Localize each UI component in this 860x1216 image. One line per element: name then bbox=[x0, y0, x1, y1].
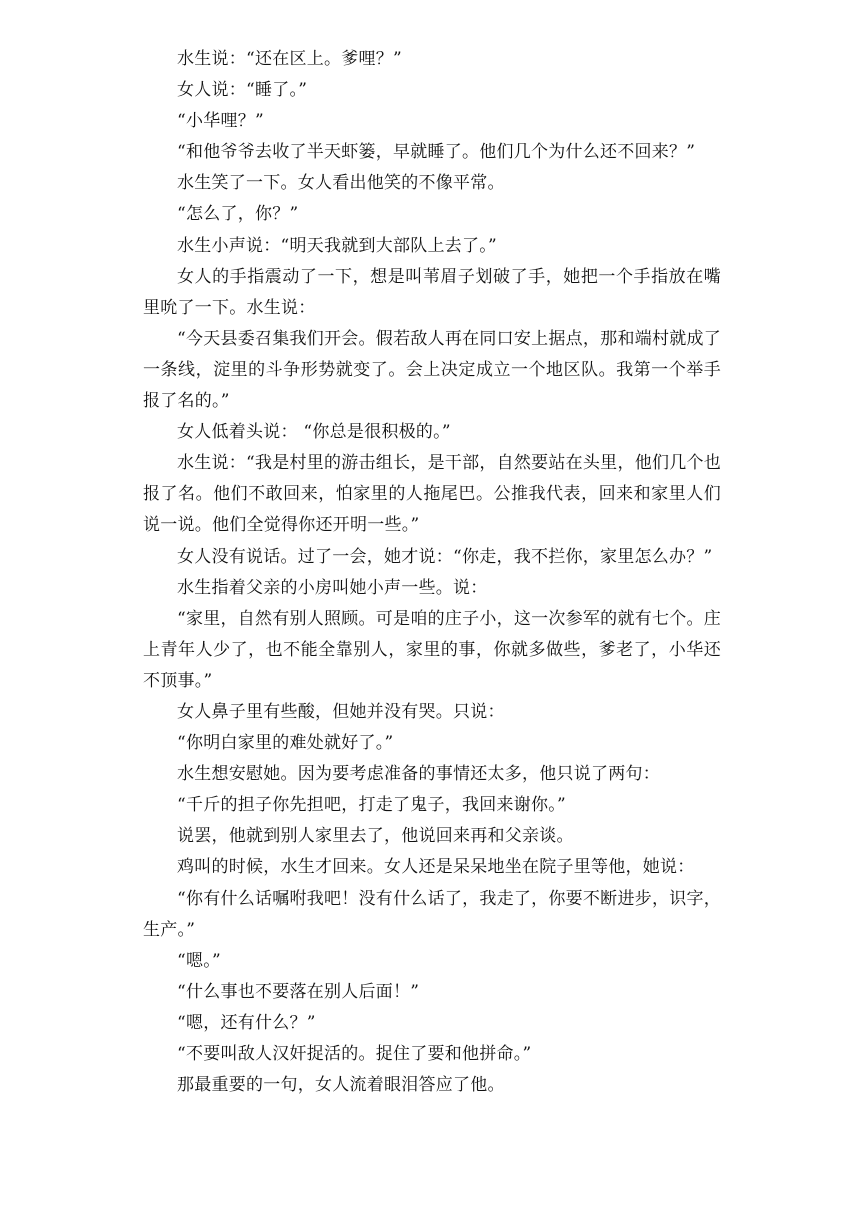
paragraph: 说罢，他就到别人家里去了，他说回来再和父亲谈。 bbox=[177, 826, 574, 847]
paragraph: “怎么了，你？” bbox=[177, 204, 299, 225]
paragraph: “千斤的担子你先担吧，打走了鬼子，我回来谢你。” bbox=[177, 795, 566, 816]
paragraph: 女人鼻子里有些酸，但她并没有哭。只说： bbox=[177, 701, 505, 722]
paragraph: 那最重要的一句，女人流着眼泪答应了他。 bbox=[177, 1075, 505, 1096]
story-text bbox=[143, 0, 721, 1101]
paragraph: 水生想安慰她。因为要考虑准备的事情还太多，他只说了两句： bbox=[177, 764, 660, 785]
paragraph: 水生笑了一下。女人看出他笑的不像平常。 bbox=[177, 173, 505, 194]
paragraph: 女人说：“睡了。” bbox=[177, 80, 308, 101]
paragraph: “和他爷爷去收了半天虾篓，早就睡了。他们几个为什么还不回来？” bbox=[177, 142, 696, 163]
paragraph: “什么事也不要落在别人后面！” bbox=[177, 981, 420, 1002]
paragraph: 鸡叫的时候，水生才回来。女人还是呆呆地坐在院子里等他，她说： bbox=[177, 857, 695, 878]
paragraph: “你有什么话嘱咐我吧！没有什么话了，我走了，你要不断进步，识字，生产。” bbox=[143, 888, 721, 940]
paragraph: 女人低着头说： “你总是很积极的。” bbox=[177, 422, 451, 443]
paragraph: 水生说：“我是村里的游击组长，是干部，自然要站在头里，他们几个也报了名。他们不敢回来，怕家里的人拖尾巴。公推我代表，回来和家里人们说一说。他们全觉得你还开明一些。” bbox=[143, 453, 721, 536]
paragraph: “今天县委召集我们开会。假若敌人再在同口安上据点，那和端村就成了一条线，淀里的斗争形势就变了。会上决定成立一个地区队。我第一个举手报了名的。” bbox=[143, 328, 721, 412]
paragraph: 女人的手指震动了一下，想是叫苇眉子划破了手，她把一个手指放在嘴里吮了一下。水生说： bbox=[143, 266, 721, 318]
paragraph: 女人没有说话。过了一会，她才说：“你走，我不拦你，家里怎么办？” bbox=[177, 546, 713, 567]
paragraph: “嗯，还有什么？” bbox=[177, 1012, 316, 1033]
paragraph: 水生指着父亲的小房叫她小声一些。说： bbox=[177, 577, 488, 598]
paragraph: “家里，自然有别人照顾。可是咱的庄子小，这一次参军的就有七个。庄上青年人少了，也不能全靠别人，家里的事，你就多做些，爹老了，小华还不顶事。” bbox=[143, 608, 721, 691]
paragraph: “不要叫敌人汉奸捉活的。捉住了要和他拼命。” bbox=[177, 1044, 532, 1064]
paragraph: 水生说：“还在区上。爹哩？” bbox=[177, 49, 402, 69]
paragraph: “小华哩？” bbox=[177, 111, 264, 132]
paragraph: “嗯。” bbox=[177, 950, 221, 971]
paragraph: 水生小声说：“明天我就到大部队上去了。” bbox=[177, 235, 497, 256]
paragraph: “你明白家里的难处就好了。” bbox=[177, 733, 394, 754]
